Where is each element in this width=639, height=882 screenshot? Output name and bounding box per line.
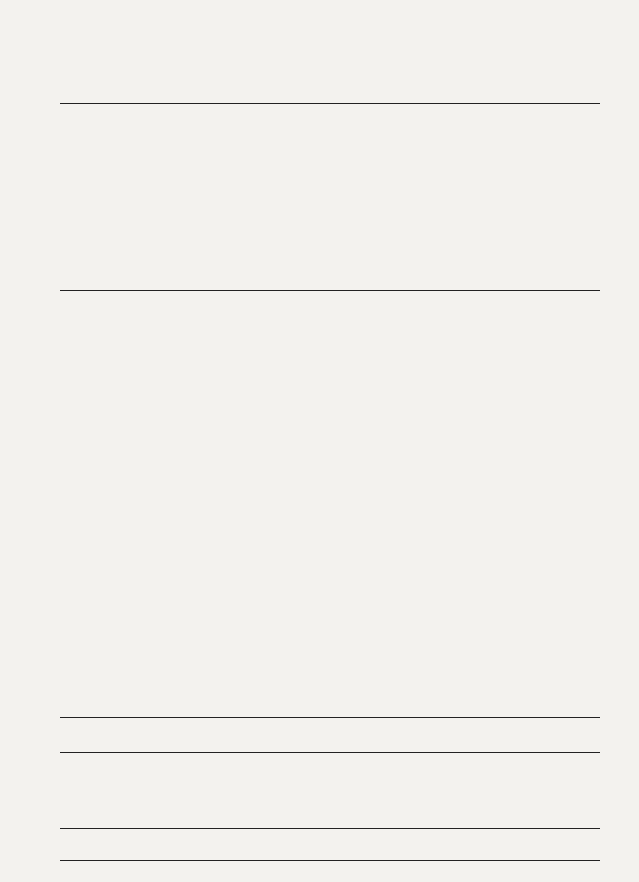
answer-line	[60, 752, 600, 753]
answer-line	[60, 828, 600, 829]
answer-line	[60, 103, 600, 104]
answer-line	[60, 860, 600, 861]
answer-line	[60, 717, 600, 718]
answer-line	[60, 290, 600, 291]
poem-title-line	[238, 152, 260, 176]
